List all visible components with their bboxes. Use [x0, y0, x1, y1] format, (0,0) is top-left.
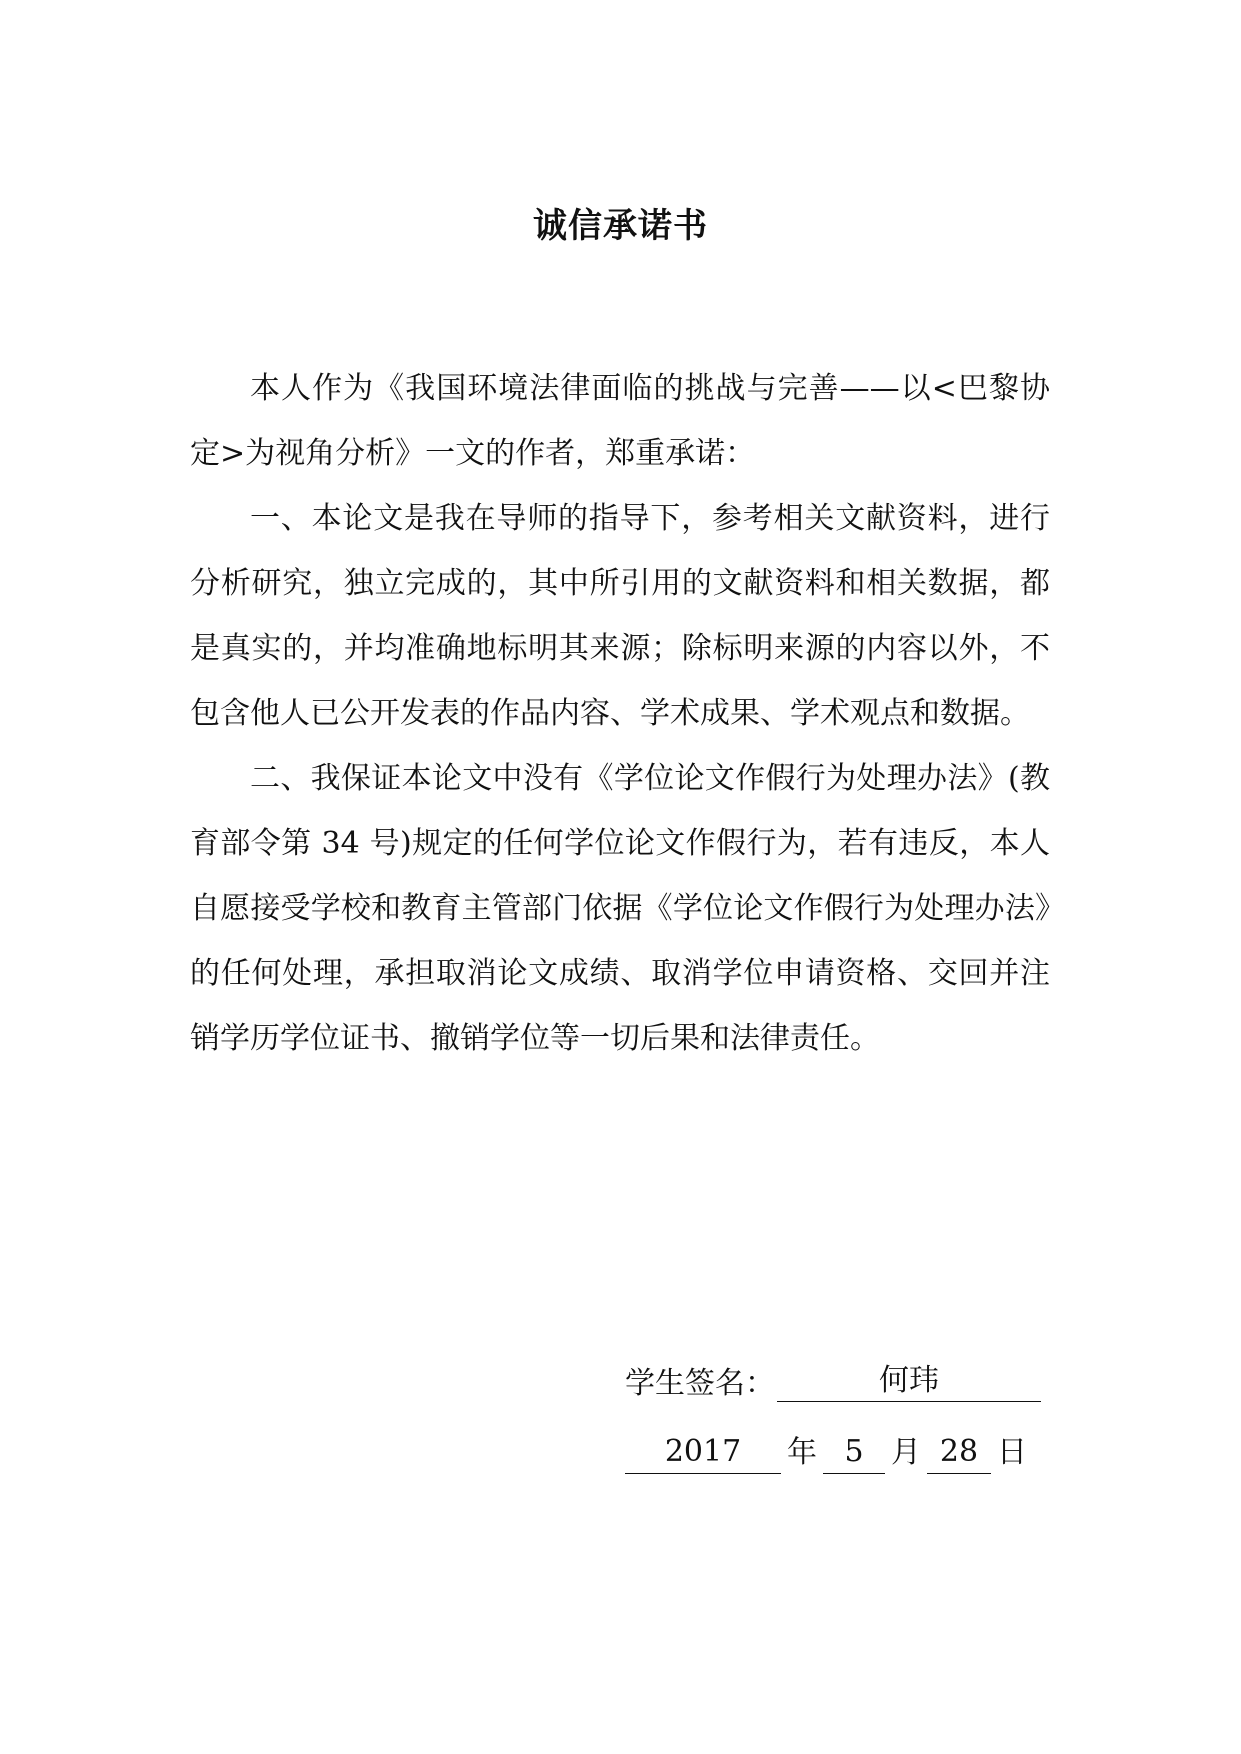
date-year-unit: 年 — [787, 1435, 817, 1470]
date-row — [625, 1420, 1033, 1474]
date-day-unit: 日 — [997, 1435, 1027, 1470]
date-year: 2017 — [625, 1431, 781, 1474]
document-title: 诚信承诺书 — [533, 206, 708, 246]
date-month-unit: 月 — [891, 1435, 921, 1470]
signature-value: 何玮 — [777, 1361, 1041, 1402]
intro-paragraph: 本人作为《我国环境法律面临的挑战与完善——以<巴黎协定>为视角分析》一文的作者，郑重承诺： — [190, 371, 1050, 471]
signature-row — [625, 1352, 1041, 1402]
date-day: 28 — [927, 1431, 991, 1474]
signature-label: 学生签名： — [625, 1366, 775, 1401]
date-month: 5 — [823, 1431, 885, 1474]
pledge-paragraph-2: 二、我保证本论文中没有《学位论文作假行为处理办法》(教育部令第 34 号)规定的任何学位论文作假行为，若有违反，本人自愿接受学校和教育主管部门依据《学位论文作假行为处理办法》的任何处理，承担取消论文成绩、取消学位申请资格、交回并注销学历学位证书、撤销学位等一切后果和法律责任。 — [190, 761, 1050, 1056]
document-body — [190, 356, 1050, 1071]
pledge-paragraph-1: 一、本论文是我在导师的指导下，参考相关文献资料，进行分析研究，独立完成的，其中所引用的文献资料和相关数据，都是真实的，并均准确地标明其来源；除标明来源的内容以外，不包含他人已公开发表的作品内容、学术成果、学术观点和数据。 — [190, 501, 1050, 731]
